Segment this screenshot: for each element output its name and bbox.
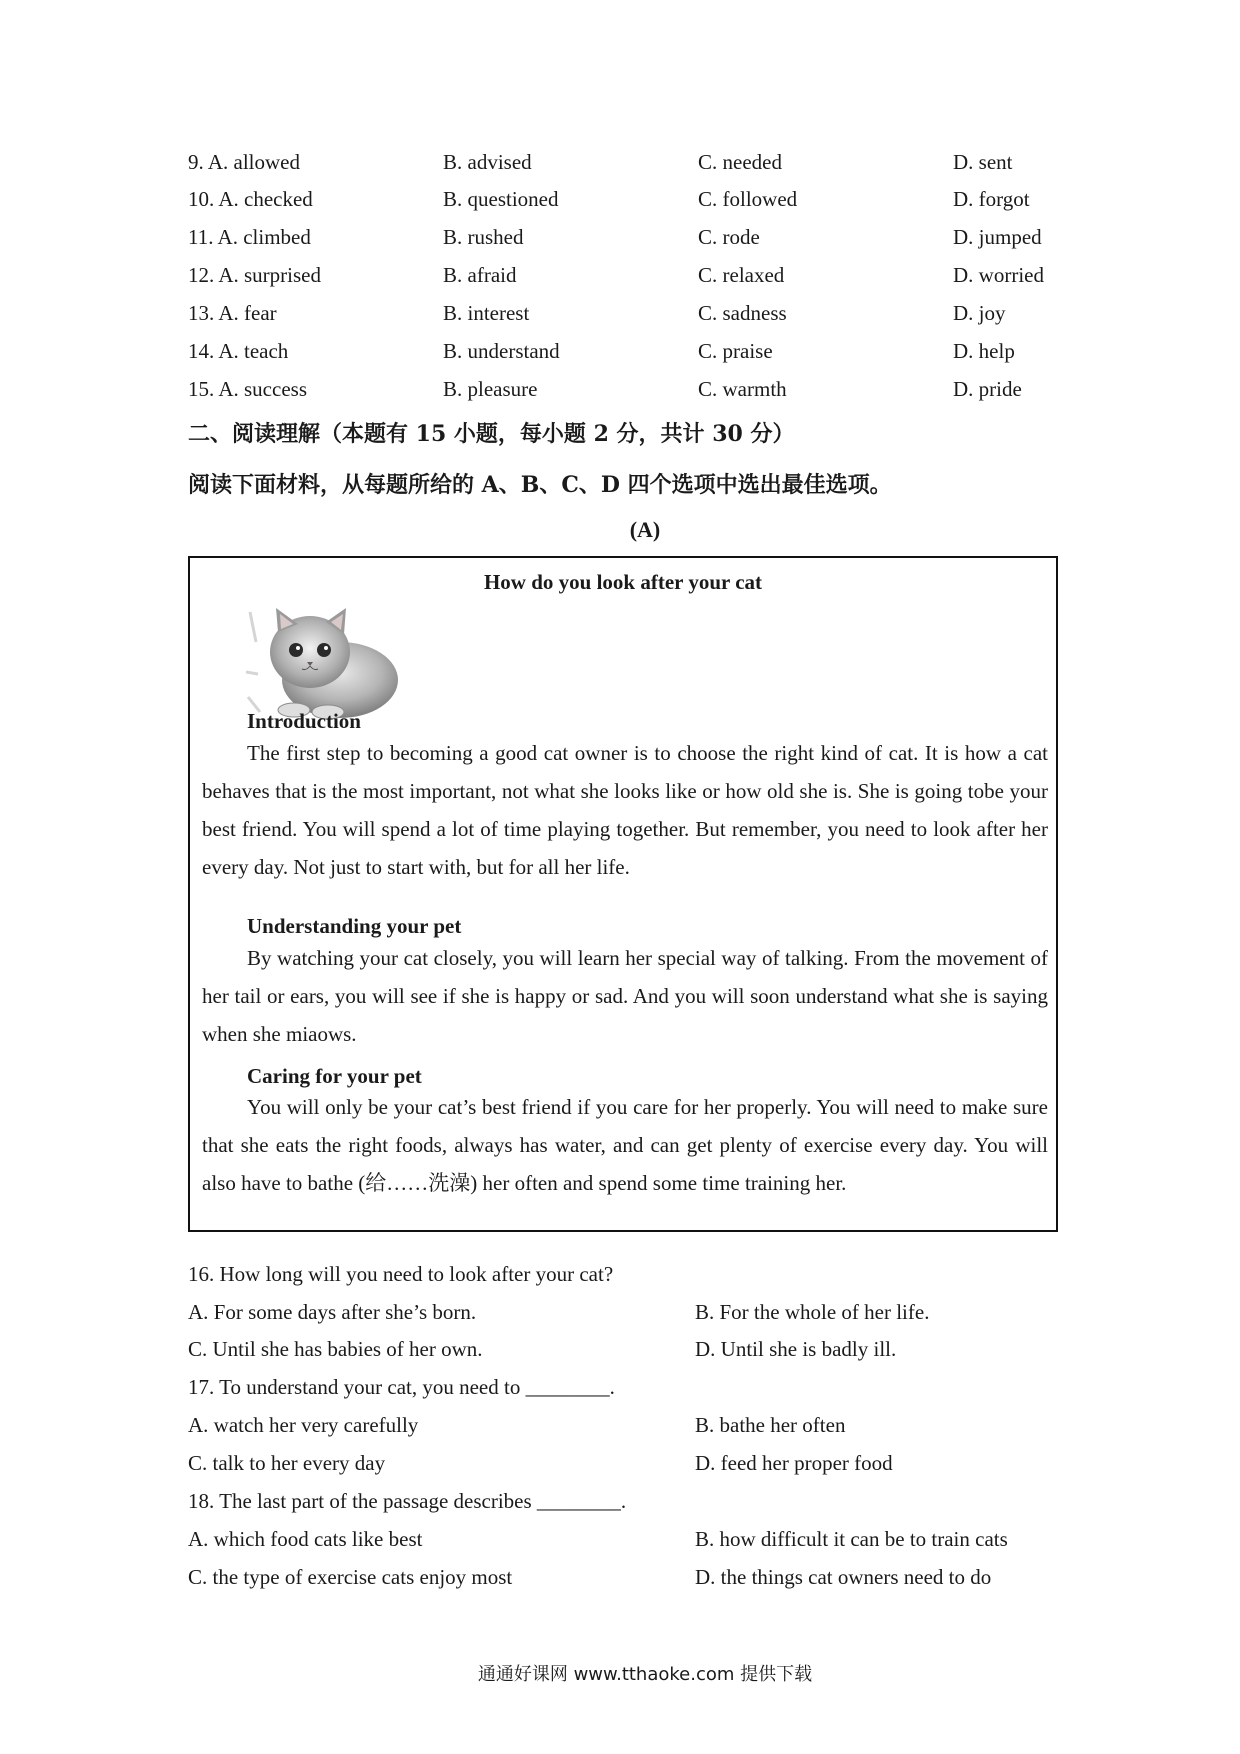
option-a: 14. A. teach — [188, 339, 289, 363]
option-d: D. pride — [953, 377, 1022, 401]
part-label: (A) — [629, 517, 661, 542]
answer-16-d: D. Until she is badly ill. — [695, 1337, 897, 1361]
option-d: D. forgot — [953, 187, 1030, 211]
passage-title: How do you look after your cat — [483, 570, 763, 594]
option-row-11 — [188, 225, 1088, 255]
option-b: B. rushed — [443, 225, 524, 249]
option-b: B. afraid — [443, 263, 517, 287]
passage-box — [188, 556, 1058, 1232]
answer-18-a: A. which food cats like best — [188, 1527, 423, 1551]
question-18: 18. The last part of the passage describes ________. — [188, 1489, 627, 1513]
intro-paragraph: The first step to becoming a good cat owner is to choose the right kind of cat. It is how a cat behaves that is the most important, not what she looks like or how old she is. She is going tobe your best friend. You will spend a lot of time playing together. But remember, you need to look after her every day. Not just to start with, but for all her life. — [202, 741, 1048, 879]
intro-heading: Introduction — [247, 709, 361, 733]
understanding-heading: Understanding your pet — [247, 914, 462, 938]
option-d: D. joy — [953, 301, 1006, 325]
answer-18-b: B. how difficult it can be to train cats — [695, 1527, 1008, 1551]
option-b: B. pleasure — [443, 377, 538, 401]
caring-paragraph: You will only be your cat’s best friend if you care for her properly. You will need to make sure that she eats the right foods, always has water, and can get plenty of exercise every day. You will also have to bathe (给……洗澡) her often and spend some time training her. — [202, 1095, 1048, 1195]
option-c: C. sadness — [698, 301, 787, 325]
question-16: 16. How long will you need to look after your cat? — [188, 1262, 614, 1286]
answer-16-b: B. For the whole of her life. — [695, 1300, 930, 1324]
option-b: B. interest — [443, 301, 530, 325]
section-heading: 二、阅读理解（本题有 15 小题，每小题 2 分，共计 30 分） — [188, 421, 795, 447]
option-d: D. help — [953, 339, 1015, 363]
option-c: C. praise — [698, 339, 773, 363]
option-a: 13. A. fear — [188, 301, 277, 325]
section-instruction: 阅读下面材料，从每题所给的 A、B、C、D 四个选项中选出最佳选项。 — [188, 472, 892, 498]
option-a: 9. A. allowed — [188, 150, 300, 174]
option-row-13 — [188, 301, 1088, 331]
footer-source: 通通好课网 www.tthaoke.com 提供下载 — [477, 1664, 813, 1685]
option-row-14 — [188, 339, 1088, 369]
option-a: 12. A. surprised — [188, 263, 321, 287]
option-c: C. needed — [698, 150, 782, 174]
answer-16-a: A. For some days after she’s born. — [188, 1300, 477, 1324]
answer-16-c: C. Until she has babies of her own. — [188, 1337, 483, 1361]
answer-17-c: C. talk to her every day — [188, 1451, 386, 1475]
option-b: B. understand — [443, 339, 560, 363]
answer-18-c: C. the type of exercise cats enjoy most — [188, 1565, 513, 1589]
question-17: 17. To understand your cat, you need to ________. — [188, 1375, 615, 1399]
option-c: C. followed — [698, 187, 798, 211]
option-d: D. sent — [953, 150, 1013, 174]
option-b: B. advised — [443, 150, 532, 174]
option-a: 11. A. climbed — [188, 225, 311, 249]
option-c: C. relaxed — [698, 263, 785, 287]
option-c: C. rode — [698, 225, 760, 249]
option-row-15 — [188, 377, 1088, 407]
understanding-paragraph: By watching your cat closely, you will learn her special way of talking. From the movement of her tail or ears, you will see if she is happy or sad. And you will soon understand what she is saying when she miaows. — [202, 946, 1048, 1046]
option-a: 15. A. success — [188, 377, 307, 401]
option-row-9 — [188, 150, 1088, 180]
cat-photo-icon — [242, 602, 402, 722]
option-b: B. questioned — [443, 187, 559, 211]
option-d: D. worried — [953, 263, 1044, 287]
option-a: 10. A. checked — [188, 187, 313, 211]
option-d: D. jumped — [953, 225, 1042, 249]
answer-17-a: A. watch her very carefully — [188, 1413, 419, 1437]
option-c: C. warmth — [698, 377, 787, 401]
option-row-12 — [188, 263, 1088, 293]
answer-17-b: B. bathe her often — [695, 1413, 846, 1437]
option-row-10 — [188, 187, 1088, 217]
answer-18-d: D. the things cat owners need to do — [695, 1565, 992, 1589]
answer-17-d: D. feed her proper food — [695, 1451, 893, 1475]
caring-heading: Caring for your pet — [247, 1064, 422, 1088]
